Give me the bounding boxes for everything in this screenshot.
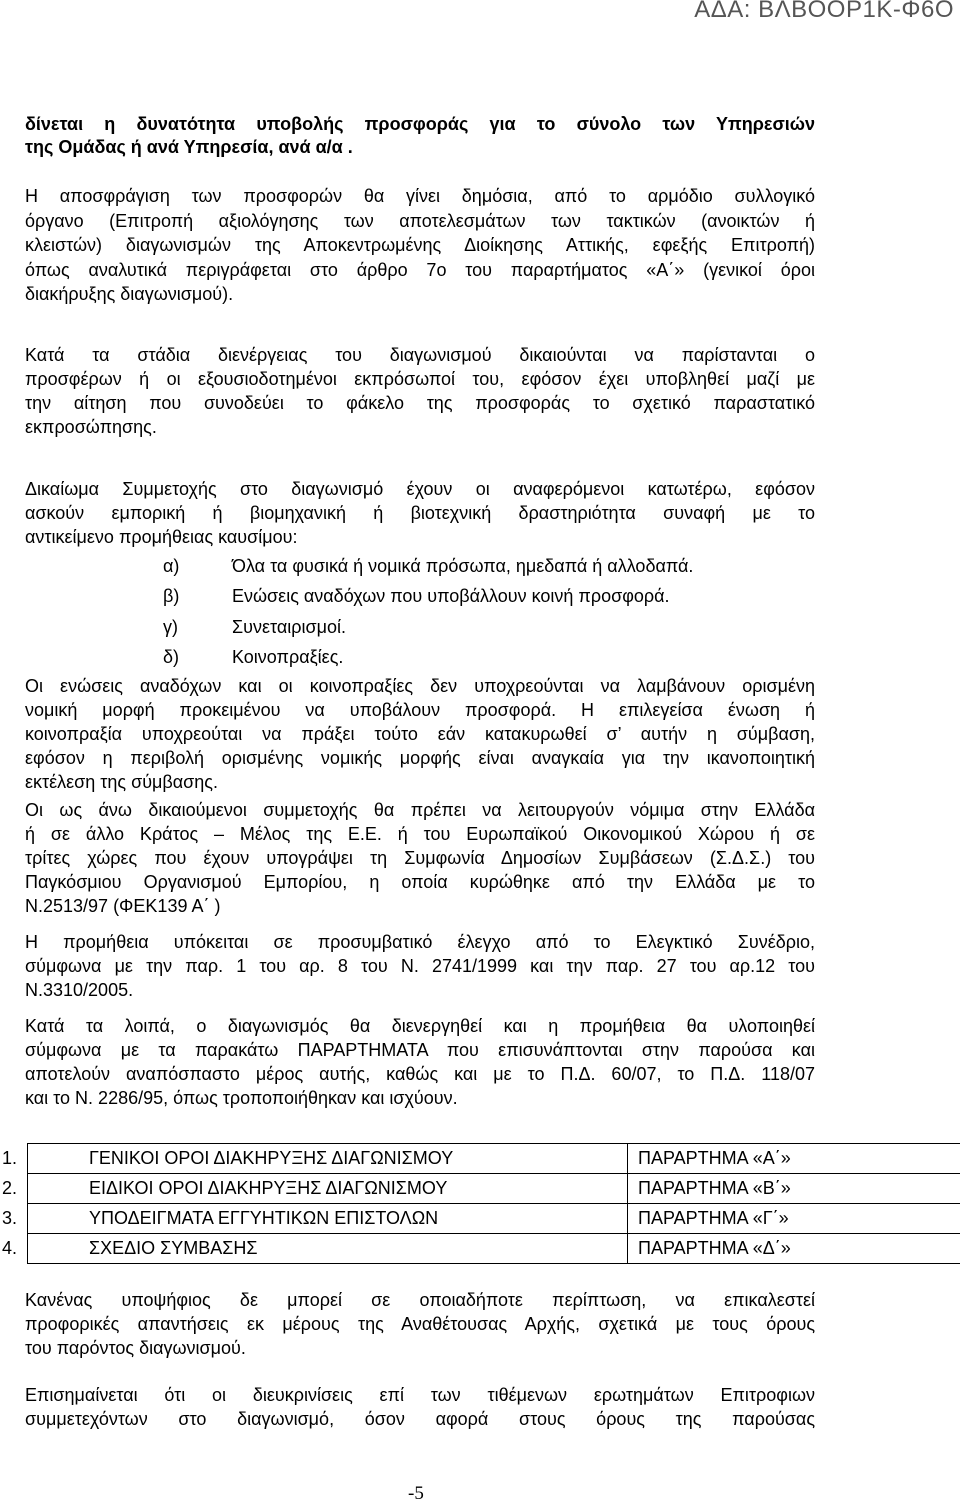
paragraph-line: την αίτηση που συνοδεύει το φάκελο της προσφοράς το σχετικό παραστατικό bbox=[25, 391, 815, 415]
paragraph-line: Οι ως άνω δικαιούμενοι συμμετοχής θα πρέπει να λειτουργούν νόμιμα στην Ελλάδα bbox=[25, 798, 815, 822]
annex-reference: ΠΑΡΑΡΤΗΜΑ «Α΄» bbox=[628, 1144, 960, 1174]
annex-title: ΕΙΔΙΚΟΙ ΟΡΟΙ ΔΙΑΚΗΡΥΞΗΣ ΔΙΑΓΩΝΙΣΜΟΥ bbox=[28, 1174, 628, 1204]
paragraph-line: Κατά τα στάδια διενέργειας του διαγωνισμού δικαιούνται να παρίστανται ο bbox=[25, 343, 815, 367]
paragraph-line: εκπροσώπησης. bbox=[25, 415, 815, 439]
annex-reference: ΠΑΡΑΡΤΗΜΑ «Δ΄» bbox=[628, 1234, 960, 1264]
paragraph-line: όπως αναλυτικά περιγράφεται στο άρθρο 7ο του παραρτήματος «Α΄» (γενικοί όροι bbox=[25, 258, 815, 283]
attendance-paragraph bbox=[25, 343, 815, 439]
list-item-text: Ενώσεις αναδόχων που υποβάλλουν κοινή προσφορά. bbox=[232, 586, 670, 606]
list-item-label: δ) bbox=[163, 642, 232, 672]
paragraph-line: εφόσον η περιβολή ορισμένης νομικής μορφής είναι αναγκαία για την ικανοποιητική bbox=[25, 746, 815, 770]
paragraph-line: προσφέρων ή οι εξουσιοδοτημένοι εκπρόσωποί του, εφόσον έχει υποβληθεί μαζί με bbox=[25, 367, 815, 391]
paragraph-line: διακήρυξης διαγωνισμού). bbox=[25, 282, 815, 307]
paragraph-line: κοινοπραξία υποχρεούται να πράξει τούτο εάν κατακυρωθεί σ’ αυτήν η σύμβαση, bbox=[25, 722, 815, 746]
clarifications-paragraph bbox=[25, 1383, 815, 1431]
list-item-text: Συνεταιρισμοί. bbox=[232, 617, 346, 637]
page-number: -5 bbox=[408, 1483, 424, 1505]
annex-number: 1. bbox=[0, 1144, 28, 1174]
paragraph-line: δίνεται η δυνατότητα υποβολής προσφοράς για το σύνολο των Υπηρεσιών bbox=[25, 113, 815, 136]
joint-ventures-paragraph bbox=[25, 674, 815, 794]
list-item-text: Όλα τα φυσικά ή νομικά πρόσωπα, ημεδαπά ή αλλοδαπά. bbox=[232, 556, 693, 576]
list-item-label: β) bbox=[163, 581, 232, 611]
paragraph-line: αποτελούν αναπόσπαστο μέρος αυτής, καθώς και με το Π.Δ. 60/07, το Π.Δ. 118/07 bbox=[25, 1062, 815, 1086]
list-item bbox=[163, 642, 693, 672]
table-row bbox=[0, 1144, 960, 1174]
paragraph-line: τρίτες χώρες που έχουν υπογράψει τη Συμφωνία Δημοσίων Συμβάσεων (Σ.Δ.Σ.) του bbox=[25, 846, 815, 870]
paragraph-line: νομική μορφή προκειμένου να υποβάλουν προσφορά. Η επιλεγείσα ένωση ή bbox=[25, 698, 815, 722]
paragraph-line: του παρόντος διαγωνισμού. bbox=[25, 1336, 815, 1360]
paragraph-line: Η προμήθεια υπόκειται σε προσυμβατικό έλεγχο από το Ελεγκτικό Συνέδριο, bbox=[25, 930, 815, 954]
annex-reference: ΠΑΡΑΡΤΗΜΑ «Β΄» bbox=[628, 1174, 960, 1204]
eligible-participants-list bbox=[163, 551, 693, 672]
oral-answers-paragraph bbox=[25, 1288, 815, 1360]
paragraph-line: σύμφωνα με τα παρακάτω ΠΑΡΑΡΤΗΜΑΤΑ που επισυνάπτονται στην παρούσα και bbox=[25, 1038, 815, 1062]
annex-number: 4. bbox=[0, 1234, 28, 1264]
intro-bold-paragraph bbox=[25, 113, 815, 159]
paragraph-line: Κανένας υποψήφιος δε μπορεί σε οποιαδήποτε περίπτωση, να επικαλεστεί bbox=[25, 1288, 815, 1312]
document-ada-code: ΑΔΑ: ΒΛΒΟΟΡ1Κ-Φ6Ο bbox=[694, 0, 954, 24]
annex-title: ΥΠΟΔΕΙΓΜΑΤΑ ΕΓΓΥΗΤΙΚΩΝ ΕΠΙΣΤΟΛΩΝ bbox=[28, 1204, 628, 1234]
annex-reference: ΠΑΡΑΡΤΗΜΑ «Γ΄» bbox=[628, 1204, 960, 1234]
annex-number: 2. bbox=[0, 1174, 28, 1204]
audit-paragraph bbox=[25, 930, 815, 1002]
annex-title: ΓΕΝΙΚΟΙ ΟΡΟΙ ΔΙΑΚΗΡΥΞΗΣ ΔΙΑΓΩΝΙΣΜΟΥ bbox=[28, 1144, 628, 1174]
paragraph-line: Οι ενώσεις αναδόχων και οι κοινοπραξίες δεν υποχρεούνται να λαμβάνουν ορισμένη bbox=[25, 674, 815, 698]
paragraph-line: Η αποσφράγιση των προσφορών θα γίνει δημόσια, από το αρμόδιο συλλογικό bbox=[25, 184, 815, 209]
paragraph-line: σύμφωνα με την παρ. 1 του αρ. 8 του Ν. 2741/1999 και την παρ. 27 του αρ.12 του bbox=[25, 954, 815, 978]
table-row bbox=[0, 1174, 960, 1204]
paragraph-line: προφορικές απαντήσεις εκ μέρους της Αναθέτουσας Αρχής, σχετικά με τους όρους bbox=[25, 1312, 815, 1336]
paragraph-line: συμμετεχόντων στο διαγωνισμό, όσον αφορά στους όρους της παρούσας bbox=[25, 1407, 815, 1431]
paragraph-line: Δικαίωμα Συμμετοχής στο διαγωνισμό έχουν οι αναφερόμενοι κατωτέρω, εφόσον bbox=[25, 477, 815, 501]
list-item-label: γ) bbox=[163, 612, 232, 642]
paragraph-line: εκτέλεση της σύμβασης. bbox=[25, 770, 815, 794]
paragraph-line: Κατά τα λοιπά, ο διαγωνισμός θα διενεργηθεί και η προμήθεια θα υλοποιηθεί bbox=[25, 1014, 815, 1038]
paragraph-line: Ν.3310/2005. bbox=[25, 978, 815, 1002]
annex-title: ΣΧΕΔΙΟ ΣΥΜΒΑΣΗΣ bbox=[28, 1234, 628, 1264]
paragraph-line: Παγκόσμιου Οργανισμού Εμπορίου, η οποία κυρώθηκε από την Ελλάδα με το bbox=[25, 870, 815, 894]
annexes-table bbox=[0, 1143, 960, 1264]
list-item bbox=[163, 612, 693, 642]
participation-right-paragraph bbox=[25, 477, 815, 549]
annexes-intro-paragraph bbox=[25, 1014, 815, 1110]
paragraph-line: όργανο (Επιτροπή αξιολόγησης των αποτελεσμάτων των τακτικών (ανοικτών ή bbox=[25, 209, 815, 234]
opening-procedure-paragraph bbox=[25, 184, 815, 307]
list-item bbox=[163, 551, 693, 581]
paragraph-line: Επισημαίνεται ότι οι διευκρινίσεις επί των τιθέμενων ερωτημάτων Επιτροφιων bbox=[25, 1383, 815, 1407]
table-row bbox=[0, 1234, 960, 1264]
paragraph-line: Ν.2513/97 (ΦΕΚ139 Α΄ ) bbox=[25, 894, 815, 918]
list-item-text: Κοινοπραξίες. bbox=[232, 647, 343, 667]
annex-number: 3. bbox=[0, 1204, 28, 1234]
paragraph-line: ή σε άλλο Κράτος – Μέλος της Ε.Ε. ή του Ευρωπαϊκού Οικονομικού Χώρου ή σε bbox=[25, 822, 815, 846]
table-row bbox=[0, 1204, 960, 1234]
paragraph-line: και το Ν. 2286/95, όπως τροποποιήθηκαν και ισχύουν. bbox=[25, 1086, 815, 1110]
legal-operation-paragraph bbox=[25, 798, 815, 918]
list-item bbox=[163, 581, 693, 611]
paragraph-line: ασκούν εμπορική ή βιομηχανική ή βιοτεχνική δραστηριότητα συναφή με το bbox=[25, 501, 815, 525]
paragraph-line: της Ομάδας ή ανά Υπηρεσία, ανά α/α . bbox=[25, 136, 815, 159]
paragraph-line: κλειστών) διαγωνισμών της Αποκεντρωμένης Διοίκησης Αττικής, εφεξής Επιτροπή) bbox=[25, 233, 815, 258]
paragraph-line: αντικείμενο προμήθειας καυσίμου: bbox=[25, 525, 815, 549]
list-item-label: α) bbox=[163, 551, 232, 581]
